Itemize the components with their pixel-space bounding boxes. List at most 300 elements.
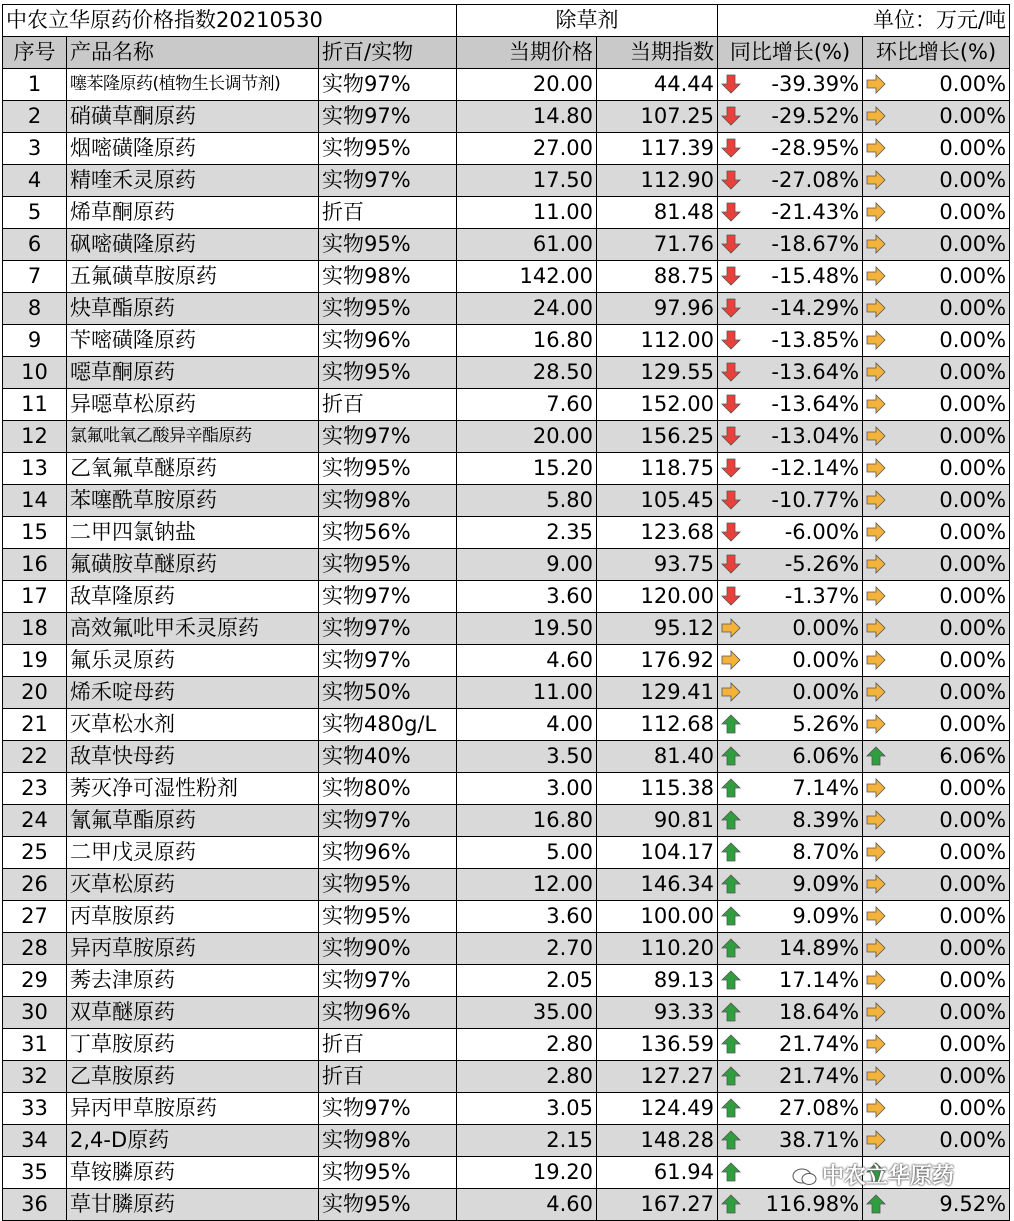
table-row bbox=[3, 389, 1010, 421]
arrow-flat-icon bbox=[865, 329, 887, 351]
row-index: 29 bbox=[3, 965, 67, 997]
product-spec: 实物97% bbox=[319, 645, 457, 677]
mom-change-value: 0.00% bbox=[939, 104, 1007, 128]
product-spec: 实物98% bbox=[319, 485, 457, 517]
current-price: 9.00 bbox=[457, 549, 597, 581]
row-index: 10 bbox=[3, 357, 67, 389]
mom-change-value: 0.00% bbox=[939, 808, 1007, 832]
yoy-change-value: -12.14% bbox=[771, 456, 860, 480]
row-index: 34 bbox=[3, 1125, 67, 1157]
current-price: 24.00 bbox=[457, 293, 597, 325]
table-row bbox=[3, 933, 1010, 965]
mom-change bbox=[863, 837, 1010, 869]
current-price: 4.60 bbox=[457, 645, 597, 677]
table-row bbox=[3, 357, 1010, 389]
row-index: 24 bbox=[3, 805, 67, 837]
current-price: 20.00 bbox=[457, 69, 597, 101]
product-spec: 实物90% bbox=[319, 933, 457, 965]
current-price: 3.60 bbox=[457, 901, 597, 933]
col-header-price: 当期价格 bbox=[457, 37, 597, 69]
product-spec: 实物95% bbox=[319, 229, 457, 261]
row-index: 27 bbox=[3, 901, 67, 933]
yoy-change bbox=[718, 869, 863, 901]
product-name: 苄嘧磺隆原药 bbox=[67, 325, 319, 357]
arrow-flat-icon bbox=[865, 233, 887, 255]
arrow-flat-icon bbox=[865, 1001, 887, 1023]
yoy-change-value: 21.74% bbox=[778, 1032, 860, 1056]
current-index: 112.00 bbox=[597, 325, 718, 357]
mom-change-value: 6.06% bbox=[939, 744, 1007, 768]
col-header-index-value: 当期指数 bbox=[597, 37, 718, 69]
arrow-down-icon bbox=[720, 137, 742, 159]
row-index: 22 bbox=[3, 741, 67, 773]
yoy-change bbox=[718, 421, 863, 453]
current-index: 110.20 bbox=[597, 933, 718, 965]
product-spec: 实物95% bbox=[319, 901, 457, 933]
row-index: 15 bbox=[3, 517, 67, 549]
product-name: 异丙甲草胺原药 bbox=[67, 1093, 319, 1125]
mom-change-value: 0.00% bbox=[939, 680, 1007, 704]
product-spec: 实物96% bbox=[319, 997, 457, 1029]
current-index: 81.48 bbox=[597, 197, 718, 229]
yoy-change bbox=[718, 165, 863, 197]
row-index: 30 bbox=[3, 997, 67, 1029]
yoy-change bbox=[718, 997, 863, 1029]
arrow-down-icon bbox=[720, 201, 742, 223]
current-price: 19.50 bbox=[457, 613, 597, 645]
arrow-flat-icon bbox=[865, 777, 887, 799]
current-index: 115.38 bbox=[597, 773, 718, 805]
product-name: 烯草酮原药 bbox=[67, 197, 319, 229]
mom-change bbox=[863, 933, 1010, 965]
yoy-change-value: -21.43% bbox=[771, 200, 860, 224]
arrow-down-icon bbox=[720, 297, 742, 319]
arrow-up-icon bbox=[865, 745, 887, 767]
mom-change bbox=[863, 197, 1010, 229]
yoy-change-value: 0.00% bbox=[792, 680, 860, 704]
arrow-up-icon bbox=[720, 841, 742, 863]
table-row bbox=[3, 773, 1010, 805]
mom-change-value: 0.00% bbox=[939, 392, 1007, 416]
current-index: 123.68 bbox=[597, 517, 718, 549]
current-price: 14.80 bbox=[457, 101, 597, 133]
row-index: 19 bbox=[3, 645, 67, 677]
arrow-down-icon bbox=[720, 233, 742, 255]
arrow-flat-icon bbox=[865, 713, 887, 735]
yoy-change-value: 7.14% bbox=[792, 776, 860, 800]
row-index: 6 bbox=[3, 229, 67, 261]
col-header-mom: 环比增长(%) bbox=[863, 37, 1010, 69]
arrow-up-icon bbox=[720, 969, 742, 991]
row-index: 31 bbox=[3, 1029, 67, 1061]
arrow-up-icon bbox=[720, 1033, 742, 1055]
mom-change bbox=[863, 133, 1010, 165]
mom-change-value: 0.00% bbox=[939, 456, 1007, 480]
mom-change-value: 0.00% bbox=[939, 72, 1007, 96]
arrow-flat-icon bbox=[865, 649, 887, 671]
mom-change-value: 0.00% bbox=[939, 616, 1007, 640]
table-row bbox=[3, 613, 1010, 645]
mom-change bbox=[863, 741, 1010, 773]
mom-change-value: 0.00% bbox=[939, 264, 1007, 288]
table-row bbox=[3, 1093, 1010, 1125]
mom-change bbox=[863, 549, 1010, 581]
yoy-change-value: -39.39% bbox=[771, 72, 860, 96]
mom-change-value: 0.00% bbox=[939, 904, 1007, 928]
product-name: 氟磺胺草醚原药 bbox=[67, 549, 319, 581]
current-index: 107.25 bbox=[597, 101, 718, 133]
mom-change-value: 0.00% bbox=[939, 584, 1007, 608]
yoy-change bbox=[718, 613, 863, 645]
row-index: 14 bbox=[3, 485, 67, 517]
mom-change bbox=[863, 1093, 1010, 1125]
row-index: 7 bbox=[3, 261, 67, 293]
yoy-change bbox=[718, 357, 863, 389]
product-name: 灭草松原药 bbox=[67, 869, 319, 901]
mom-change bbox=[863, 69, 1010, 101]
current-price: 2.80 bbox=[457, 1029, 597, 1061]
yoy-change-value: 14.89% bbox=[778, 936, 860, 960]
table-row bbox=[3, 453, 1010, 485]
yoy-change bbox=[718, 325, 863, 357]
current-index: 167.27 bbox=[597, 1189, 718, 1221]
mom-change-value: 0.00% bbox=[939, 1000, 1007, 1024]
current-index: 93.75 bbox=[597, 549, 718, 581]
table-row bbox=[3, 901, 1010, 933]
product-name: 异噁草松原药 bbox=[67, 389, 319, 421]
table-row bbox=[3, 69, 1010, 101]
row-index: 2 bbox=[3, 101, 67, 133]
mom-change bbox=[863, 357, 1010, 389]
yoy-change bbox=[718, 581, 863, 613]
current-price: 27.00 bbox=[457, 133, 597, 165]
row-index: 32 bbox=[3, 1061, 67, 1093]
table-row bbox=[3, 1061, 1010, 1093]
current-price: 2.05 bbox=[457, 965, 597, 997]
product-name: 灭草松水剂 bbox=[67, 709, 319, 741]
mom-change bbox=[863, 165, 1010, 197]
yoy-change-value: 116.98% bbox=[765, 1192, 860, 1216]
mom-change bbox=[863, 581, 1010, 613]
yoy-change-value: -13.04% bbox=[771, 424, 860, 448]
yoy-change-value: -18.67% bbox=[771, 232, 860, 256]
current-index: 93.33 bbox=[597, 997, 718, 1029]
yoy-change-value: -15.48% bbox=[771, 264, 860, 288]
product-spec: 实物98% bbox=[319, 261, 457, 293]
table-row bbox=[3, 869, 1010, 901]
yoy-change bbox=[718, 1029, 863, 1061]
arrow-up-icon bbox=[720, 905, 742, 927]
product-name: 2,4-D原药 bbox=[67, 1125, 319, 1157]
yoy-change bbox=[718, 965, 863, 997]
yoy-change-value: 5.26% bbox=[792, 712, 860, 736]
arrow-up-icon bbox=[720, 873, 742, 895]
row-index: 9 bbox=[3, 325, 67, 357]
mom-change bbox=[863, 293, 1010, 325]
mom-change bbox=[863, 709, 1010, 741]
arrow-flat-icon bbox=[865, 457, 887, 479]
mom-change bbox=[863, 517, 1010, 549]
yoy-change bbox=[718, 773, 863, 805]
mom-change-value: 0.00% bbox=[939, 552, 1007, 576]
table-row bbox=[3, 837, 1010, 869]
product-name: 噻苯隆原药(植物生长调节剂) bbox=[67, 69, 319, 101]
current-index: 88.75 bbox=[597, 261, 718, 293]
mom-change-value: 0.00% bbox=[939, 936, 1007, 960]
current-index: 90.81 bbox=[597, 805, 718, 837]
arrow-flat-icon bbox=[865, 393, 887, 415]
current-price: 17.50 bbox=[457, 165, 597, 197]
mom-change-value: 0.00% bbox=[939, 360, 1007, 384]
mom-change bbox=[863, 325, 1010, 357]
arrow-up-icon bbox=[720, 809, 742, 831]
mom-change bbox=[863, 965, 1010, 997]
product-name: 烟嘧磺隆原药 bbox=[67, 133, 319, 165]
current-price: 2.80 bbox=[457, 1061, 597, 1093]
yoy-change bbox=[718, 677, 863, 709]
yoy-change bbox=[718, 933, 863, 965]
product-name: 二甲戊灵原药 bbox=[67, 837, 319, 869]
column-header-row bbox=[3, 37, 1010, 69]
col-header-spec: 折百/实物 bbox=[319, 37, 457, 69]
arrow-flat-icon bbox=[865, 553, 887, 575]
product-name: 双草醚原药 bbox=[67, 997, 319, 1029]
yoy-change-value: -1.37% bbox=[784, 584, 860, 608]
current-price: 16.80 bbox=[457, 325, 597, 357]
product-spec: 实物95% bbox=[319, 453, 457, 485]
yoy-change-value: 9.09% bbox=[792, 904, 860, 928]
current-index: 148.28 bbox=[597, 1125, 718, 1157]
product-name: 莠去津原药 bbox=[67, 965, 319, 997]
product-name: 丁草胺原药 bbox=[67, 1029, 319, 1061]
current-price: 7.60 bbox=[457, 389, 597, 421]
yoy-change-value: 0.00% bbox=[792, 616, 860, 640]
yoy-change bbox=[718, 645, 863, 677]
arrow-up-icon bbox=[720, 745, 742, 767]
product-spec: 实物97% bbox=[319, 613, 457, 645]
yoy-change bbox=[718, 741, 863, 773]
mom-change-value: 0.00% bbox=[939, 200, 1007, 224]
arrow-flat-icon bbox=[865, 1097, 887, 1119]
row-index: 11 bbox=[3, 389, 67, 421]
table-row bbox=[3, 293, 1010, 325]
current-price: 3.05 bbox=[457, 1093, 597, 1125]
product-spec: 实物95% bbox=[319, 1157, 457, 1189]
yoy-change bbox=[718, 133, 863, 165]
product-name: 高效氟吡甲禾灵原药 bbox=[67, 613, 319, 645]
title-row bbox=[3, 5, 1010, 37]
product-name: 硝磺草酮原药 bbox=[67, 101, 319, 133]
current-price: 3.60 bbox=[457, 581, 597, 613]
arrow-down-icon bbox=[720, 585, 742, 607]
product-spec: 实物95% bbox=[319, 293, 457, 325]
yoy-change bbox=[718, 709, 863, 741]
yoy-change-value: 21.74% bbox=[778, 1064, 860, 1088]
product-spec: 实物97% bbox=[319, 165, 457, 197]
current-price: 2.15 bbox=[457, 1125, 597, 1157]
current-price: 5.80 bbox=[457, 485, 597, 517]
current-index: 152.00 bbox=[597, 389, 718, 421]
mom-change-value: 0.00% bbox=[939, 168, 1007, 192]
current-index: 129.55 bbox=[597, 357, 718, 389]
current-price: 142.00 bbox=[457, 261, 597, 293]
mom-change-value: 0.00% bbox=[939, 1032, 1007, 1056]
current-price: 3.50 bbox=[457, 741, 597, 773]
product-name: 异丙草胺原药 bbox=[67, 933, 319, 965]
table-row bbox=[3, 581, 1010, 613]
yoy-change-value: 38.71% bbox=[778, 1128, 860, 1152]
mom-change-value: 0.00% bbox=[939, 872, 1007, 896]
row-index: 16 bbox=[3, 549, 67, 581]
yoy-change-value: 0.00% bbox=[792, 648, 860, 672]
product-spec: 实物95% bbox=[319, 357, 457, 389]
mom-change bbox=[863, 485, 1010, 517]
arrow-flat-icon bbox=[865, 681, 887, 703]
current-price: 15.20 bbox=[457, 453, 597, 485]
table-row bbox=[3, 517, 1010, 549]
arrow-up-icon bbox=[865, 1193, 887, 1215]
row-index: 12 bbox=[3, 421, 67, 453]
yoy-change-value: 8.39% bbox=[792, 808, 860, 832]
product-spec: 实物95% bbox=[319, 549, 457, 581]
product-spec: 实物95% bbox=[319, 133, 457, 165]
product-spec: 实物96% bbox=[319, 837, 457, 869]
table-row bbox=[3, 485, 1010, 517]
mom-change bbox=[863, 869, 1010, 901]
yoy-change bbox=[718, 389, 863, 421]
product-name: 苯噻酰草胺原药 bbox=[67, 485, 319, 517]
yoy-change-value: -29.52% bbox=[771, 104, 860, 128]
product-spec: 实物56% bbox=[319, 517, 457, 549]
col-header-index: 序号 bbox=[3, 37, 67, 69]
arrow-flat-icon bbox=[865, 1129, 887, 1151]
mom-change-value: 0.00% bbox=[939, 520, 1007, 544]
row-index: 26 bbox=[3, 869, 67, 901]
row-index: 4 bbox=[3, 165, 67, 197]
yoy-change-value: -6.00% bbox=[784, 520, 860, 544]
product-spec: 折百 bbox=[319, 197, 457, 229]
current-index: 117.39 bbox=[597, 133, 718, 165]
mom-change-value: 0.00% bbox=[939, 1064, 1007, 1088]
arrow-up-icon bbox=[720, 1065, 742, 1087]
category-label: 除草剂 bbox=[457, 5, 718, 37]
yoy-change-value: 17.14% bbox=[778, 968, 860, 992]
yoy-change bbox=[718, 261, 863, 293]
product-name: 草铵膦原药 bbox=[67, 1157, 319, 1189]
mom-change-value: 0.00% bbox=[939, 776, 1007, 800]
price-index-sheet bbox=[2, 4, 1009, 1221]
mom-change-value: 0.00% bbox=[939, 1128, 1007, 1152]
col-header-yoy: 同比增长(%) bbox=[718, 37, 863, 69]
arrow-down-icon bbox=[720, 73, 742, 95]
product-spec: 实物97% bbox=[319, 421, 457, 453]
table-row bbox=[3, 549, 1010, 581]
current-index: 81.40 bbox=[597, 741, 718, 773]
current-index: 97.96 bbox=[597, 293, 718, 325]
arrow-down-icon bbox=[720, 265, 742, 287]
watermark bbox=[792, 1159, 992, 1189]
yoy-change bbox=[718, 549, 863, 581]
product-spec: 实物97% bbox=[319, 69, 457, 101]
current-price: 3.00 bbox=[457, 773, 597, 805]
table-row bbox=[3, 1029, 1010, 1061]
current-price: 11.00 bbox=[457, 197, 597, 229]
mom-change bbox=[863, 677, 1010, 709]
arrow-up-icon bbox=[720, 1001, 742, 1023]
table-row bbox=[3, 421, 1010, 453]
row-index: 17 bbox=[3, 581, 67, 613]
row-index: 3 bbox=[3, 133, 67, 165]
table-row bbox=[3, 133, 1010, 165]
yoy-change bbox=[718, 69, 863, 101]
arrow-flat-icon bbox=[720, 681, 742, 703]
table-row bbox=[3, 645, 1010, 677]
yoy-change bbox=[718, 805, 863, 837]
current-index: 95.12 bbox=[597, 613, 718, 645]
table-row bbox=[3, 165, 1010, 197]
arrow-down-icon bbox=[720, 393, 742, 415]
price-index-table bbox=[2, 4, 1010, 1221]
mom-change-value: 0.00% bbox=[939, 1096, 1007, 1120]
current-price: 35.00 bbox=[457, 997, 597, 1029]
yoy-change-value: 8.70% bbox=[792, 840, 860, 864]
product-name: 烯禾啶母药 bbox=[67, 677, 319, 709]
current-price: 11.00 bbox=[457, 677, 597, 709]
current-index: 146.34 bbox=[597, 869, 718, 901]
row-index: 13 bbox=[3, 453, 67, 485]
row-index: 33 bbox=[3, 1093, 67, 1125]
mom-change bbox=[863, 1125, 1010, 1157]
arrow-down-icon bbox=[720, 489, 742, 511]
arrow-flat-icon bbox=[865, 873, 887, 895]
mom-change-value: 0.00% bbox=[939, 232, 1007, 256]
product-name: 敌草隆原药 bbox=[67, 581, 319, 613]
arrow-flat-icon bbox=[720, 649, 742, 671]
wechat-icon bbox=[792, 1167, 818, 1187]
mom-change-value: 0.00% bbox=[939, 840, 1007, 864]
product-spec: 实物50% bbox=[319, 677, 457, 709]
current-price: 2.70 bbox=[457, 933, 597, 965]
yoy-change-value: -10.77% bbox=[771, 488, 860, 512]
watermark-text: 中农立华原药 bbox=[822, 1164, 955, 1189]
arrow-flat-icon bbox=[865, 969, 887, 991]
mom-change-value: 0.00% bbox=[939, 968, 1007, 992]
product-spec: 实物98% bbox=[319, 1125, 457, 1157]
mom-change-value: 0.00% bbox=[939, 648, 1007, 672]
product-spec: 折百 bbox=[319, 1029, 457, 1061]
arrow-up-icon bbox=[720, 1097, 742, 1119]
arrow-flat-icon bbox=[865, 297, 887, 319]
arrow-flat-icon bbox=[865, 265, 887, 287]
product-name: 乙氧氟草醚原药 bbox=[67, 453, 319, 485]
current-price: 19.20 bbox=[457, 1157, 597, 1189]
row-index: 8 bbox=[3, 293, 67, 325]
arrow-up-icon bbox=[720, 1193, 742, 1215]
yoy-change-value: -27.08% bbox=[771, 168, 860, 192]
row-index: 5 bbox=[3, 197, 67, 229]
yoy-change bbox=[718, 1061, 863, 1093]
product-spec: 实物97% bbox=[319, 581, 457, 613]
table-row bbox=[3, 741, 1010, 773]
arrow-flat-icon bbox=[865, 137, 887, 159]
product-spec: 实物96% bbox=[319, 325, 457, 357]
arrow-down-icon bbox=[720, 361, 742, 383]
yoy-change-value: -13.64% bbox=[771, 360, 860, 384]
arrow-flat-icon bbox=[865, 937, 887, 959]
table-row bbox=[3, 325, 1010, 357]
product-spec: 实物97% bbox=[319, 805, 457, 837]
arrow-flat-icon bbox=[865, 105, 887, 127]
